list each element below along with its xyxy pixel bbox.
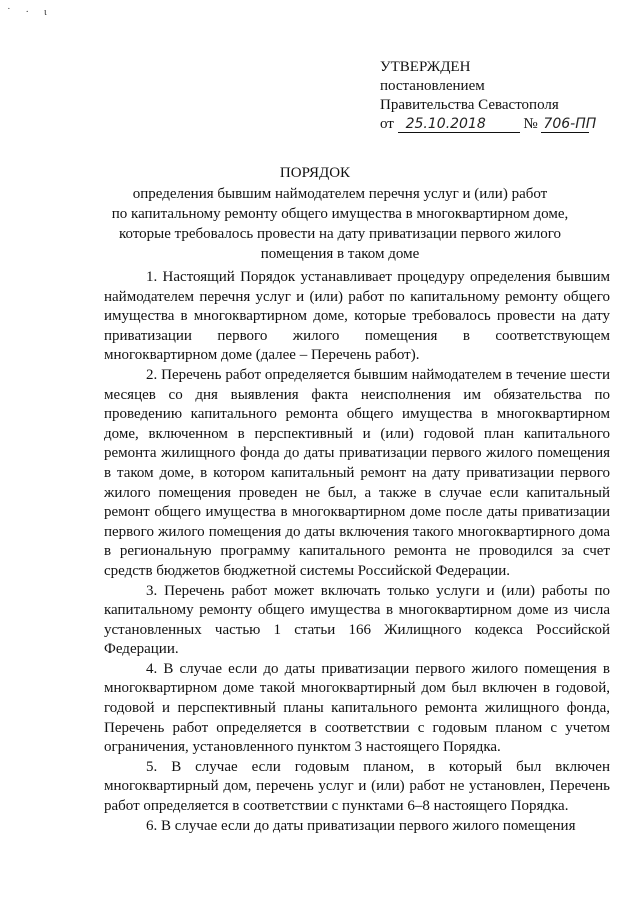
handwritten-number: 706-ПП (543, 116, 597, 132)
paragraph-3: 3. Перечень работ может включать только услуги и (или) работы по капитальному ремонту общего имущества в многоквартирном доме из числа установленных частью 1 статьи 166 Жилищного кодекса Российской Федерации. (104, 582, 610, 658)
subtitle-line: помещения в таком доме (260, 246, 420, 262)
number-prefix: № (523, 116, 538, 132)
subtitle-line: по капитальному ремонту общего имущества в многоквартирном доме, (111, 206, 569, 222)
paragraph-6: 6. В случае если до даты приватизации первого жилого помещения (146, 817, 576, 834)
approval-heading: УТВЕРЖДЕН (380, 59, 471, 75)
approval-date-line (380, 115, 625, 134)
document-title: ПОРЯДОК (279, 165, 351, 181)
approval-line-government: Правительства Севастополя (380, 97, 559, 113)
paragraph-2: 2. Перечень работ определяется бывшим наймодателем в течение шести месяцев со дня выявления факта неисполнения им обязательства по проведению капитального ремонта общего имущества в многоквартирном доме, включенном в перспективный и (или) годовой план капитального ремонта жилищного фонда до даты приватизации первого жилого помещения в таком доме, в котором капитальный ремонт на дату приватизации первого жилого помещения проведен не был, а также в случае если капитальный ремонт общего имущества в многоквартирном доме после даты приватизации первого жилого помещения до даты включения такого многоквартирного дома в региональную программу капитального ремонта не проводился за счет средств бюджетов бюджетной системы Российской Федерации. (104, 366, 610, 579)
approval-block (380, 58, 625, 134)
approval-line-resolution: постановлением (380, 78, 485, 94)
paragraph-4: 4. В случае если до даты приватизации первого жилого помещения в многоквартирном доме такой многоквартирный дом был включен в годовой, годовой и перспективный планы капитального ремонта жилищного фонда, Перечень работ определяется в соответствии с годовым планом с учетом ограничения, установленного пунктом 3 настоящего Порядка. (104, 660, 610, 756)
subtitle-line: определения бывшим наймодателем перечня услуг и (или) работ (132, 186, 548, 202)
document-subtitle (100, 184, 580, 264)
paragraph-5: 5. В случае если годовым планом, в который был включен многоквартирный дом, перечень услуг и (или) работ не установлен, Перечень работ определяется в соответствии с пунктами 6–8 настоящего Порядка. (104, 758, 610, 815)
date-prefix: от (380, 116, 394, 132)
document-body (104, 268, 610, 836)
scan-corner-marks: ˙ · ι (7, 6, 53, 18)
paragraph-1: 1. Настоящий Порядок устанавливает процедуру определения бывшим наймодателем перечня услуг и (или) работ по капитальному ремонту общего имущества в многоквартирном доме, которые требовалось провести на дату приватизации первого жилого помещения в соответствующем многоквартирном доме (далее – Перечень работ). (104, 269, 610, 364)
handwritten-date: 25.10.2018 (398, 116, 520, 133)
subtitle-line: которые требовалось провести на дату приватизации первого жилого (118, 226, 562, 242)
